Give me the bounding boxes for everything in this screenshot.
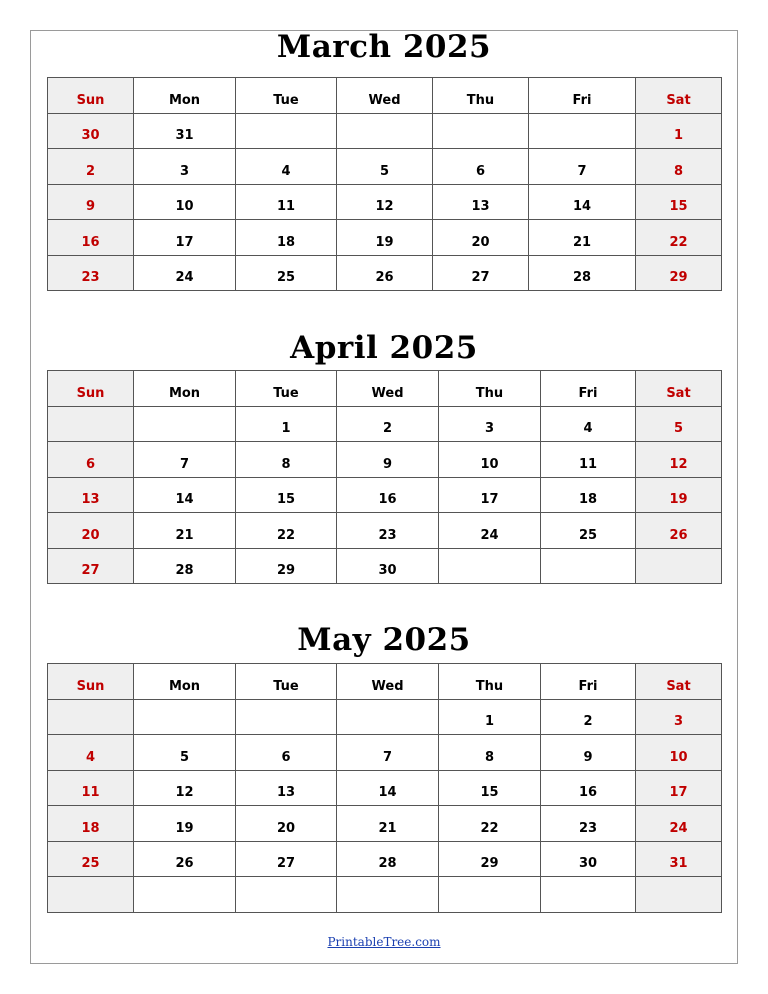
- day-cell: 11: [48, 770, 134, 806]
- day-cell: 15: [439, 770, 541, 806]
- day-cell: 29: [236, 548, 337, 584]
- weekday-header-row: [48, 371, 722, 407]
- weekday-header: Thu: [439, 664, 541, 700]
- day-cell: [48, 406, 134, 442]
- day-cell: 2: [48, 149, 134, 185]
- weekday-header: Sat: [636, 78, 722, 114]
- day-cell: 19: [134, 806, 236, 842]
- day-cell: 13: [48, 477, 134, 513]
- day-cell: 3: [134, 149, 236, 185]
- day-cell: 30: [48, 113, 134, 149]
- weekday-header: Fri: [541, 664, 636, 700]
- day-cell: 25: [541, 513, 636, 549]
- weekday-header: Fri: [529, 78, 636, 114]
- day-cell: 15: [636, 184, 722, 220]
- weekday-header: Sun: [48, 78, 134, 114]
- day-cell: 31: [134, 113, 236, 149]
- day-cell: [433, 113, 529, 149]
- day-cell: 22: [439, 806, 541, 842]
- week-row: [48, 548, 722, 584]
- day-cell: 28: [337, 841, 439, 877]
- day-cell: [337, 113, 433, 149]
- day-cell: 17: [636, 770, 722, 806]
- weekday-header: Tue: [236, 371, 337, 407]
- day-cell: [541, 548, 636, 584]
- month-april: [47, 328, 721, 584]
- weekday-header: Tue: [236, 78, 337, 114]
- weekday-header: Wed: [337, 78, 433, 114]
- day-cell: 18: [48, 806, 134, 842]
- weekday-header: Mon: [134, 371, 236, 407]
- day-cell: 16: [337, 477, 439, 513]
- day-cell: 19: [337, 220, 433, 256]
- day-cell: [134, 406, 236, 442]
- day-cell: 14: [337, 770, 439, 806]
- weekday-header-row: [48, 664, 722, 700]
- day-cell: 9: [337, 442, 439, 478]
- day-cell: 7: [134, 442, 236, 478]
- weekday-header: Thu: [439, 371, 541, 407]
- month-grid: [47, 663, 722, 913]
- week-row: [48, 255, 722, 291]
- day-cell: 27: [236, 841, 337, 877]
- day-cell: 20: [236, 806, 337, 842]
- week-row: [48, 513, 722, 549]
- day-cell: 30: [337, 548, 439, 584]
- day-cell: 26: [134, 841, 236, 877]
- day-cell: 31: [636, 841, 722, 877]
- day-cell: 10: [439, 442, 541, 478]
- day-cell: 6: [48, 442, 134, 478]
- week-row: [48, 877, 722, 913]
- day-cell: 23: [541, 806, 636, 842]
- day-cell: 26: [636, 513, 722, 549]
- month-grid: [47, 370, 722, 584]
- day-cell: 5: [134, 735, 236, 771]
- day-cell: [636, 877, 722, 913]
- week-row: [48, 735, 722, 771]
- day-cell: 25: [236, 255, 337, 291]
- day-cell: 8: [636, 149, 722, 185]
- day-cell: 7: [337, 735, 439, 771]
- day-cell: 21: [134, 513, 236, 549]
- day-cell: 20: [433, 220, 529, 256]
- day-cell: 12: [134, 770, 236, 806]
- day-cell: 12: [337, 184, 433, 220]
- month-grid: [47, 77, 722, 291]
- day-cell: 10: [636, 735, 722, 771]
- day-cell: [636, 548, 722, 584]
- day-cell: 3: [439, 406, 541, 442]
- day-cell: 5: [636, 406, 722, 442]
- day-cell: [337, 877, 439, 913]
- week-row: [48, 699, 722, 735]
- day-cell: 18: [236, 220, 337, 256]
- day-cell: 21: [337, 806, 439, 842]
- day-cell: 22: [236, 513, 337, 549]
- day-cell: 22: [636, 220, 722, 256]
- day-cell: 10: [134, 184, 236, 220]
- day-cell: 11: [236, 184, 337, 220]
- day-cell: 30: [541, 841, 636, 877]
- weekday-header: Thu: [433, 78, 529, 114]
- month-title: March 2025: [276, 29, 492, 65]
- day-cell: 14: [134, 477, 236, 513]
- day-cell: 19: [636, 477, 722, 513]
- day-cell: 4: [541, 406, 636, 442]
- day-cell: 29: [439, 841, 541, 877]
- day-cell: 20: [48, 513, 134, 549]
- week-row: [48, 406, 722, 442]
- day-cell: 1: [439, 699, 541, 735]
- day-cell: 26: [337, 255, 433, 291]
- day-cell: [134, 877, 236, 913]
- source-link[interactable]: PrintableTree.com: [327, 935, 441, 949]
- week-row: [48, 806, 722, 842]
- weekday-header: Wed: [337, 664, 439, 700]
- week-row: [48, 184, 722, 220]
- day-cell: 2: [337, 406, 439, 442]
- day-cell: 23: [337, 513, 439, 549]
- day-cell: 2: [541, 699, 636, 735]
- day-cell: 8: [236, 442, 337, 478]
- week-row: [48, 220, 722, 256]
- day-cell: 4: [236, 149, 337, 185]
- day-cell: 13: [433, 184, 529, 220]
- day-cell: 4: [48, 735, 134, 771]
- week-row: [48, 770, 722, 806]
- day-cell: 6: [433, 149, 529, 185]
- week-row: [48, 442, 722, 478]
- day-cell: 21: [529, 220, 636, 256]
- day-cell: [134, 699, 236, 735]
- day-cell: 13: [236, 770, 337, 806]
- month-march: [47, 27, 721, 291]
- weekday-header: Sun: [48, 664, 134, 700]
- day-cell: 16: [48, 220, 134, 256]
- day-cell: 23: [48, 255, 134, 291]
- day-cell: [439, 548, 541, 584]
- day-cell: 18: [541, 477, 636, 513]
- weekday-header-row: [48, 78, 722, 114]
- day-cell: [48, 699, 134, 735]
- weekday-header: Tue: [236, 664, 337, 700]
- weekday-header: Wed: [337, 371, 439, 407]
- day-cell: 6: [236, 735, 337, 771]
- week-row: [48, 477, 722, 513]
- weekday-header: Sat: [636, 664, 722, 700]
- day-cell: 28: [134, 548, 236, 584]
- day-cell: 24: [134, 255, 236, 291]
- month-may: [47, 620, 721, 913]
- day-cell: [48, 877, 134, 913]
- day-cell: 14: [529, 184, 636, 220]
- day-cell: 9: [541, 735, 636, 771]
- day-cell: 5: [337, 149, 433, 185]
- day-cell: 16: [541, 770, 636, 806]
- day-cell: [439, 877, 541, 913]
- day-cell: 27: [48, 548, 134, 584]
- day-cell: 27: [433, 255, 529, 291]
- weekday-header: Sun: [48, 371, 134, 407]
- weekday-header: Sat: [636, 371, 722, 407]
- footer: [0, 935, 768, 949]
- day-cell: 7: [529, 149, 636, 185]
- week-row: [48, 841, 722, 877]
- day-cell: 17: [439, 477, 541, 513]
- day-cell: 24: [439, 513, 541, 549]
- day-cell: [236, 699, 337, 735]
- day-cell: [337, 699, 439, 735]
- day-cell: [236, 877, 337, 913]
- day-cell: 9: [48, 184, 134, 220]
- weekday-header: Fri: [541, 371, 636, 407]
- day-cell: 17: [134, 220, 236, 256]
- day-cell: 1: [636, 113, 722, 149]
- day-cell: 24: [636, 806, 722, 842]
- weekday-header: Mon: [134, 664, 236, 700]
- day-cell: 28: [529, 255, 636, 291]
- day-cell: 29: [636, 255, 722, 291]
- month-title: May 2025: [297, 622, 471, 658]
- month-title: April 2025: [290, 330, 478, 366]
- day-cell: [529, 113, 636, 149]
- day-cell: 8: [439, 735, 541, 771]
- week-row: [48, 113, 722, 149]
- week-row: [48, 149, 722, 185]
- weekday-header: Mon: [134, 78, 236, 114]
- day-cell: [236, 113, 337, 149]
- day-cell: [541, 877, 636, 913]
- day-cell: 12: [636, 442, 722, 478]
- day-cell: 25: [48, 841, 134, 877]
- day-cell: 11: [541, 442, 636, 478]
- day-cell: 3: [636, 699, 722, 735]
- day-cell: 1: [236, 406, 337, 442]
- day-cell: 15: [236, 477, 337, 513]
